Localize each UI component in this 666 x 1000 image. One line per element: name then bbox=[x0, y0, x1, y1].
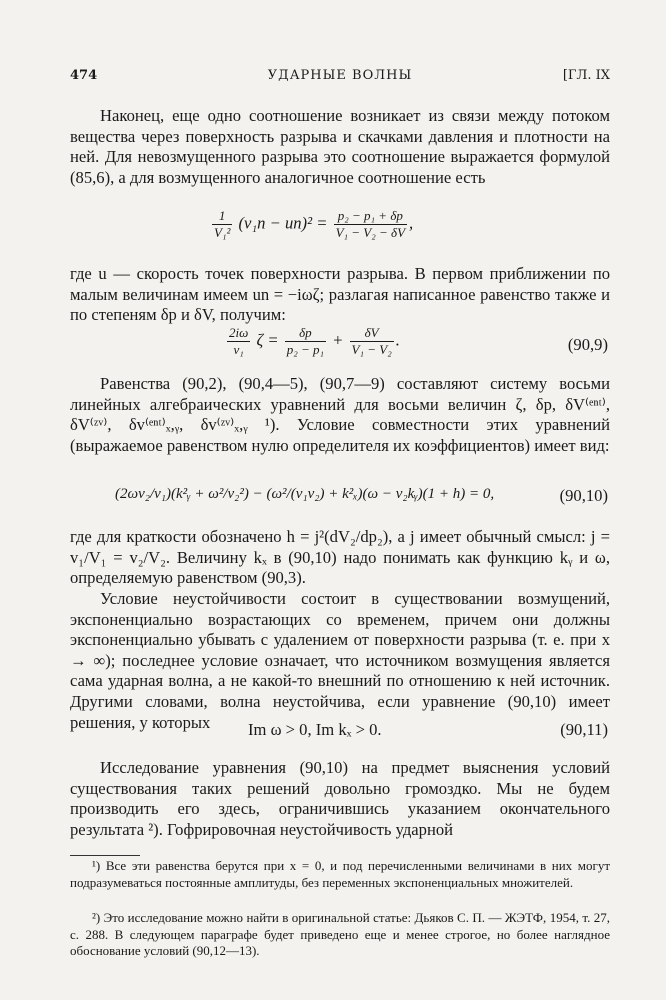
eq2-a-numerator: 2iω bbox=[229, 325, 249, 340]
paragraph-4: где для краткости обозначено h = j²(dV₂/dp₂), а j имеет обычный смысл: j = v₁/V₁ = v₂/V₂. Величину kₓ в (90,10) надо понимать как функцию kᵧ и ω, определяемую равенством (90,3). bbox=[70, 527, 610, 588]
page-number: 474 bbox=[70, 68, 98, 83]
equation-1 bbox=[70, 208, 610, 254]
eq2-b-denominator: p₂ − p₁ bbox=[286, 342, 324, 357]
equation-90-11 bbox=[70, 720, 610, 742]
eq1-tail: , bbox=[409, 213, 414, 233]
eq2-b-numerator: δp bbox=[285, 325, 326, 342]
eq1-lhs-numerator: 1 bbox=[212, 208, 232, 225]
footnote-2: ²) Это исследование можно найти в оригинальной статье: Дьяков С. П. — ЖЭТФ, 1954, т. 27, с. 288. В следующем параграфе будет приведено еще и менее строгое, но более наглядное обоснование условий (90,12—13). bbox=[70, 910, 610, 958]
running-title: УДАРНЫЕ ВОЛНЫ bbox=[267, 68, 413, 83]
equation-90-9 bbox=[70, 325, 610, 365]
paragraph-3: Равенства (90,2), (90,4—5), (90,7—9) составляют систему восьми линейных алгебраических уравнений для восьми величин ζ, δp, δV⁽ᵉⁿᵗ⁾, δV⁽ᶻᵛ⁾, δv⁽ᵉⁿᵗ⁾ₓ,ᵧ, δv⁽ᶻᵛ⁾ₓ,ᵧ ¹). Условие совместности этих уравнений (выражаемое равенством нулю определителя их коэффициентов) имеет вид: bbox=[70, 374, 610, 455]
eq4-formula: Im ω > 0, Im kₓ > 0. bbox=[248, 720, 382, 739]
eq2-a-denominator: v₁ bbox=[233, 342, 244, 357]
eq1-rhs-denominator: V₁ − V₂ − δV bbox=[335, 225, 406, 240]
paragraph-6: Исследование уравнения (90,10) на предмет выяснения условий существования таких решений довольно громоздко. Мы не будем производить его здесь, ограничившись указанием окончательного результата ²). Гофрировочная неустойчивость ударной bbox=[70, 758, 610, 839]
footnote-1: ¹) Все эти равенства берутся при x = 0, и под перечисленными величинами в них могут подразумеваться постоянные амплитуды, без переменных экспоненциальных множителей. bbox=[70, 858, 610, 890]
chapter-label: [ГЛ. IX bbox=[562, 68, 610, 83]
equation-number-90-9: (90,9) bbox=[567, 335, 608, 354]
eq2-c-numerator: δV bbox=[350, 325, 394, 342]
eq2-plus: + bbox=[332, 330, 344, 350]
eq1-lhs-body: (v₁n − un)² = bbox=[238, 213, 328, 233]
paragraph-5: Условие неустойчивости состоит в существовании возмущений, экспоненциально возрастающих со временем, причем они должны экспоненциально убывать с удалением от поверхности разрыва (т. е. при x → ∞); последнее условие означает, что источником возмущения является сама ударная волна, а не какой-то внешний по отношению к ней источник. Другими словами, волна неустойчива, если уравнение (90,10) имеет решения, у которых bbox=[70, 589, 610, 732]
eq3-formula: (2ωv₂/v₁)(k²ᵧ + ω²/v₂²) − (ω²/(v₁v₂) + k²ₓ)(ω − v₂kᵧ)(1 + h) = 0, bbox=[115, 486, 495, 502]
equation-number-90-11: (90,11) bbox=[560, 720, 608, 739]
equation-number-90-10: (90,10) bbox=[559, 486, 608, 505]
paragraph-2: где u — скорость точек поверхности разрыва. В первом приближении по малым величинам имеем un = −iωζ; разлагая написанное равенство также и по степеням δp и δV, получим: bbox=[70, 264, 610, 325]
eq1-rhs-numerator: p₂ − p₁ + δp bbox=[334, 208, 407, 225]
paragraph-1: Наконец, еще одно соотношение возникает из связи между потоком вещества через поверхность разрыва и скачками давления и плотности на ней. Для невозмущенного разрыва это соотношение выражается формулой (85,6), а для возмущенного аналогичное соотношение есть bbox=[70, 106, 610, 187]
eq1-lhs-denominator: V₁² bbox=[214, 225, 231, 240]
footnote-rule bbox=[70, 855, 140, 856]
eq2-c-denominator: V₁ − V₂ bbox=[351, 342, 392, 357]
eq2-tail: . bbox=[395, 330, 400, 350]
running-header bbox=[70, 68, 610, 88]
equation-90-10 bbox=[70, 480, 610, 516]
eq2-middle: ζ = bbox=[256, 330, 279, 350]
